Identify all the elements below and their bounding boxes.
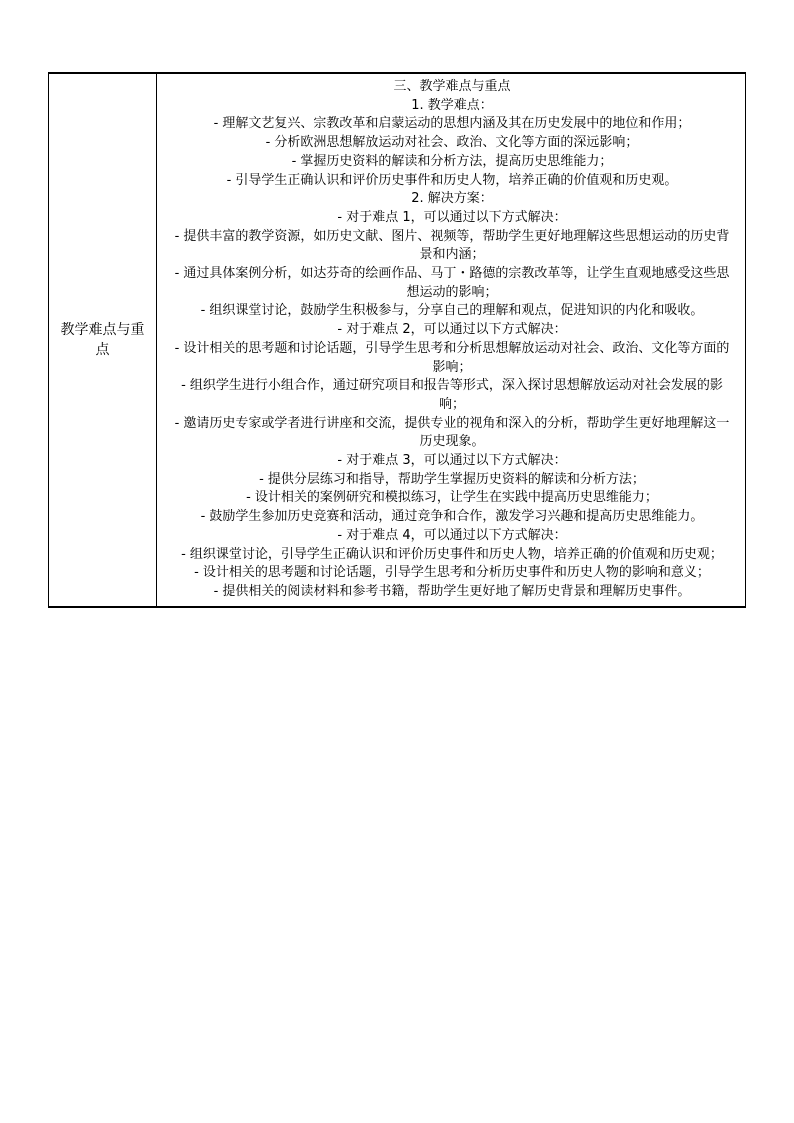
solution-item: - 设计相关的思考题和讨论话题，引导学生思考和分析历史事件和历史人物的影响和意义； <box>194 565 710 581</box>
solution-item: - 组织学生进行小组合作，通过研究项目和报告等形式，深入探讨思想解放运动对社会发展的影响； <box>181 378 723 412</box>
solution-item: - 提供分层练习和指导，帮助学生掌握历史资料的解读和分析方法； <box>259 471 645 487</box>
solution-item: - 设计相关的案例研究和模拟练习，让学生在实践中提高历史思维能力； <box>246 490 658 506</box>
solution-item: - 组织课堂讨论，鼓励学生积极参与，分享自己的理解和观点，促进知识的内化和吸收。 <box>200 303 704 319</box>
content-cell <box>157 73 746 607</box>
solution-item: - 鼓励学生参加历史竞赛和活动，通过竞争和合作，激发学习兴趣和提高历史思维能力。 <box>200 509 704 525</box>
difficulty-item: - 引导学生正确认识和评价历史事件和历史人物，培养正确的价值观和历史观。 <box>226 172 678 188</box>
table-row <box>49 73 746 607</box>
section-title: 三、教学难点与重点 <box>393 79 511 94</box>
solutions-heading: 2. 解决方案： <box>411 191 493 207</box>
row-label-cell <box>49 73 157 607</box>
solution-item: - 通过具体案例分析，如达芬奇的绘画作品、马丁・路德的宗教改革等，让学生直观地感受这些思想运动的影响； <box>174 266 730 300</box>
solution-item: - 组织课堂讨论，引导学生正确认识和评价历史事件和历史人物，培养正确的价值观和历史观； <box>181 546 723 562</box>
solution-group-intro: - 对于难点 3，可以通过以下方式解决： <box>337 453 567 469</box>
solution-item: - 提供丰富的教学资源，如历史文献、图片、视频等，帮助学生更好地理解这些思想运动的历史背景和内涵； <box>174 228 730 263</box>
solution-item: - 设计相关的思考题和讨论话题，引导学生思考和分析思想解放运动对社会、政治、文化等方面的影响； <box>174 340 730 375</box>
difficulty-item: - 掌握历史资料的解读和分析方法，提高历史思维能力； <box>291 153 613 169</box>
difficulty-item: - 分析欧洲思想解放运动对社会、政治、文化等方面的深远影响； <box>265 135 639 151</box>
solution-group-intro: - 对于难点 1，可以通过以下方式解决： <box>337 209 567 225</box>
row-label: 教学难点与重点 <box>60 321 145 358</box>
solution-group-intro: - 对于难点 4，可以通过以下方式解决： <box>337 527 567 543</box>
solution-item: - 提供相关的阅读材料和参考书籍，帮助学生更好地了解历史背景和理解历史事件。 <box>213 583 691 599</box>
lesson-plan-table <box>48 72 746 608</box>
difficulty-item: - 理解文艺复兴、宗教改革和启蒙运动的思想内涵及其在历史发展中的地位和作用； <box>213 116 691 132</box>
solution-group-intro: - 对于难点 2，可以通过以下方式解决： <box>337 322 567 338</box>
solution-item: - 邀请历史专家或学者进行讲座和交流，提供专业的视角和深入的分析，帮助学生更好地理解这一历史现象。 <box>174 415 730 450</box>
difficulties-heading: 1. 教学难点： <box>411 97 493 113</box>
